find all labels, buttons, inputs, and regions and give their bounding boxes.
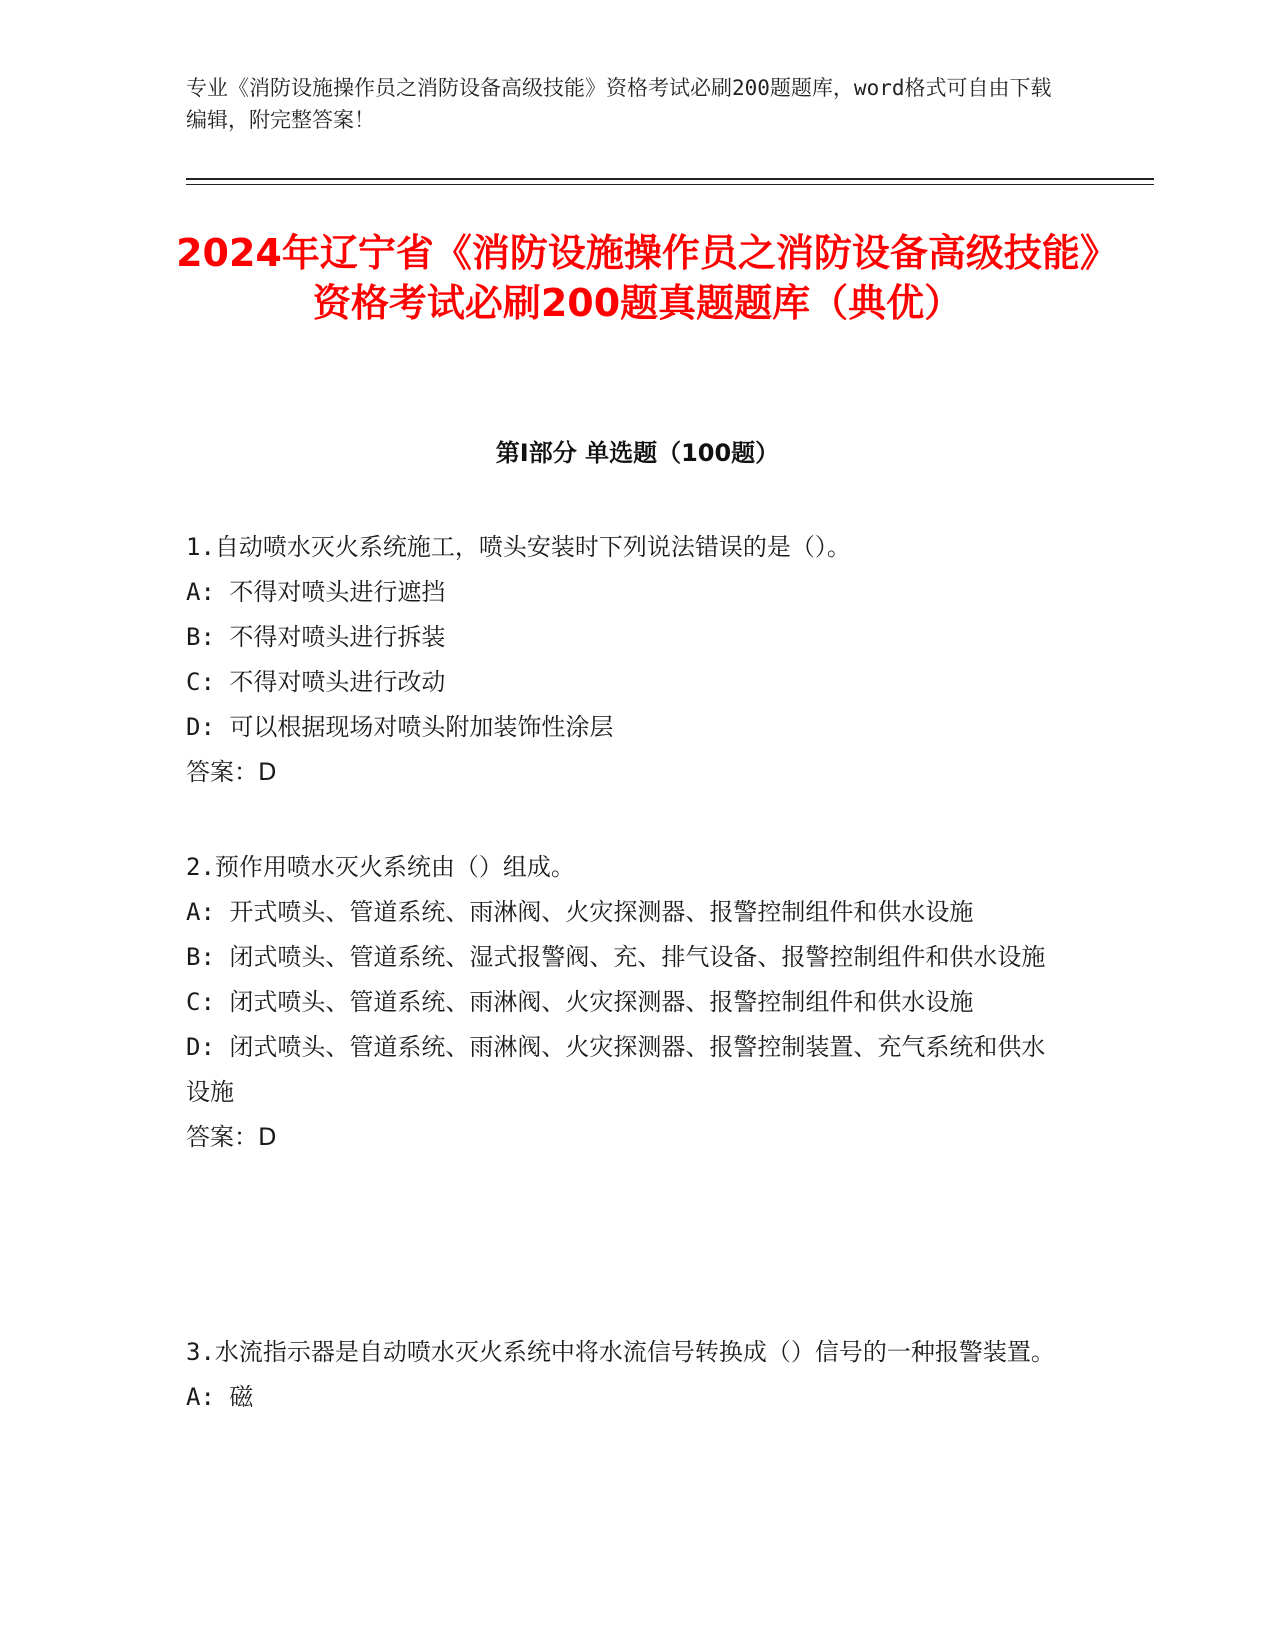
question-block — [186, 525, 1066, 795]
header-divider-thick — [186, 178, 1154, 180]
header-divider-thin — [186, 184, 1154, 185]
question-block — [186, 845, 1066, 1160]
option-c: C: 闭式喷头、管道系统、雨淋阀、火灾探测器、报警控制组件和供水设施 — [186, 988, 974, 1016]
option-a: A: 不得对喷头进行遮挡 — [186, 578, 446, 606]
option-b: B: 闭式喷头、管道系统、湿式报警阀、充、排气设备、报警控制组件和供水设施 — [186, 943, 1046, 971]
option-b: B: 不得对喷头进行拆装 — [186, 623, 446, 651]
option-d: D: 可以根据现场对喷头附加装饰性涂层 — [186, 713, 614, 741]
section-heading: 第I部分 单选题（100题） — [495, 439, 780, 467]
question-stem: 3.水流指示器是自动喷水灭火系统中将水流信号转换成（）信号的一种报警装置。 — [186, 1338, 1055, 1366]
header-note: 专业《消防设施操作员之消防设备高级技能》资格考试必刷200题题库，word格式可自由下载编辑，附完整答案！ — [186, 76, 1052, 132]
option-a: A: 磁 — [186, 1383, 254, 1411]
answer-line: 答案：D — [186, 758, 277, 786]
option-d: D: 闭式喷头、管道系统、雨淋阀、火灾探测器、报警控制装置、充气系统和供水设施 — [186, 1033, 1046, 1106]
answer-line: 答案：D — [186, 1123, 277, 1151]
question-stem: 1.自动喷水灭火系统施工，喷头安装时下列说法错误的是（）。 — [186, 533, 851, 561]
option-c: C: 不得对喷头进行改动 — [186, 668, 446, 696]
question-stem: 2.预作用喷水灭火系统由（）组成。 — [186, 853, 575, 881]
question-block — [186, 1330, 1066, 1420]
document-title: 2024年辽宁省《消防设施操作员之消防设备高级技能》资格考试必刷200题真题题库（典优） — [176, 231, 1099, 325]
option-a: A: 开式喷头、管道系统、雨淋阀、火灾探测器、报警控制组件和供水设施 — [186, 898, 974, 926]
